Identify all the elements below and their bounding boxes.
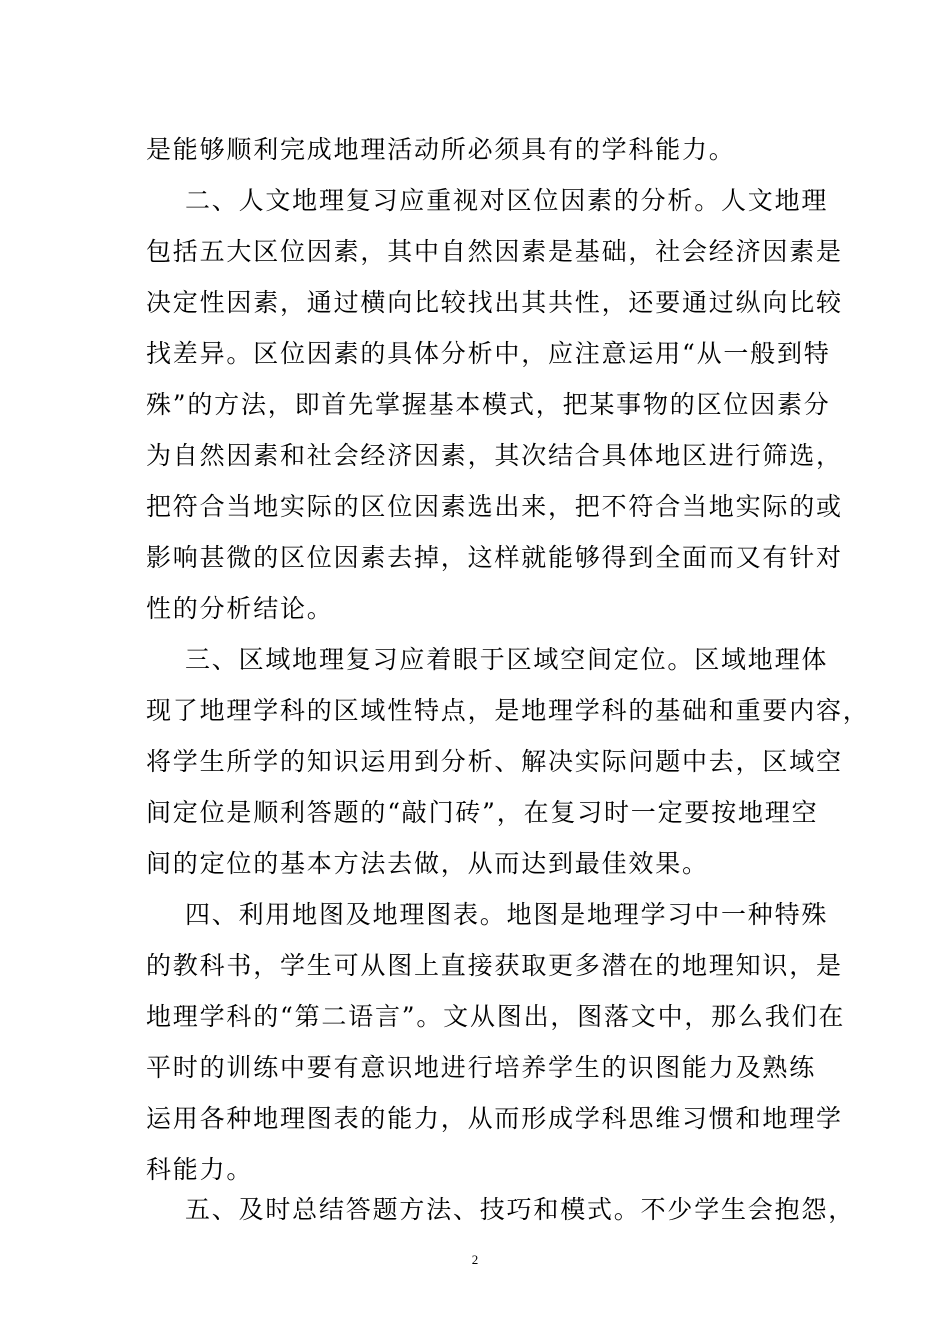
text-line: 殊”的方法，即首先掌握基本模式，把某事物的区位因素分 [146, 390, 831, 419]
text-line: 三、区域地理复习应着眼于区域空间定位。区域地理体 [146, 645, 829, 674]
text-line: 间的定位的基本方法去做，从而达到最佳效果。 [146, 849, 709, 878]
text-line: 运用各种地理图表的能力，从而形成学科思维习惯和地理学 [146, 1104, 843, 1133]
text-line: 将学生所学的知识运用到分析、解决实际问题中去，区域空 [146, 747, 843, 776]
text-line: 是能够顺利完成地理活动所必须具有的学科能力。 [146, 135, 736, 164]
text-line: 影响甚微的区位因素去掉，这样就能够得到全面而又有针对 [146, 543, 843, 572]
text-line: 决定性因素，通过横向比较找出其共性，还要通过纵向比较 [146, 288, 843, 317]
text-line: 找差异。区位因素的具体分析中，应注意运用“从一般到特 [146, 339, 831, 368]
text-line: 平时的训练中要有意识地进行培养学生的识图能力及熟练 [146, 1053, 817, 1082]
text-line: 现了地理学科的区域性特点，是地理学科的基础和重要内容， [146, 696, 870, 725]
text-line: 四、利用地图及地理图表。地图是地理学习中一种特殊 [146, 900, 829, 929]
text-line: 科能力。 [146, 1155, 254, 1184]
text-line: 把符合当地实际的区位因素选出来，把不符合当地实际的或 [146, 492, 843, 521]
text-line: 性的分析结论。 [146, 594, 334, 623]
text-line: 为自然因素和社会经济因素，其次结合具体地区进行筛选， [146, 441, 843, 470]
text-line: 五、及时总结答题方法、技巧和模式。不少学生会抱怨， [146, 1195, 855, 1224]
text-line: 二、人文地理复习应重视对区位因素的分析。人文地理 [146, 186, 829, 215]
page-number: 2 [471, 1252, 479, 1267]
text-line: 的教科书，学生可从图上直接获取更多潜在的地理知识，是 [146, 951, 843, 980]
text-line: 地理学科的“第二语言”。文从图出，图落文中，那么我们在 [146, 1002, 846, 1031]
text-line: 间定位是顺利答题的“敲门砖”，在复习时一定要按地理空 [146, 798, 819, 827]
text-line: 包括五大区位因素，其中自然因素是基础，社会经济因素是 [146, 237, 843, 266]
